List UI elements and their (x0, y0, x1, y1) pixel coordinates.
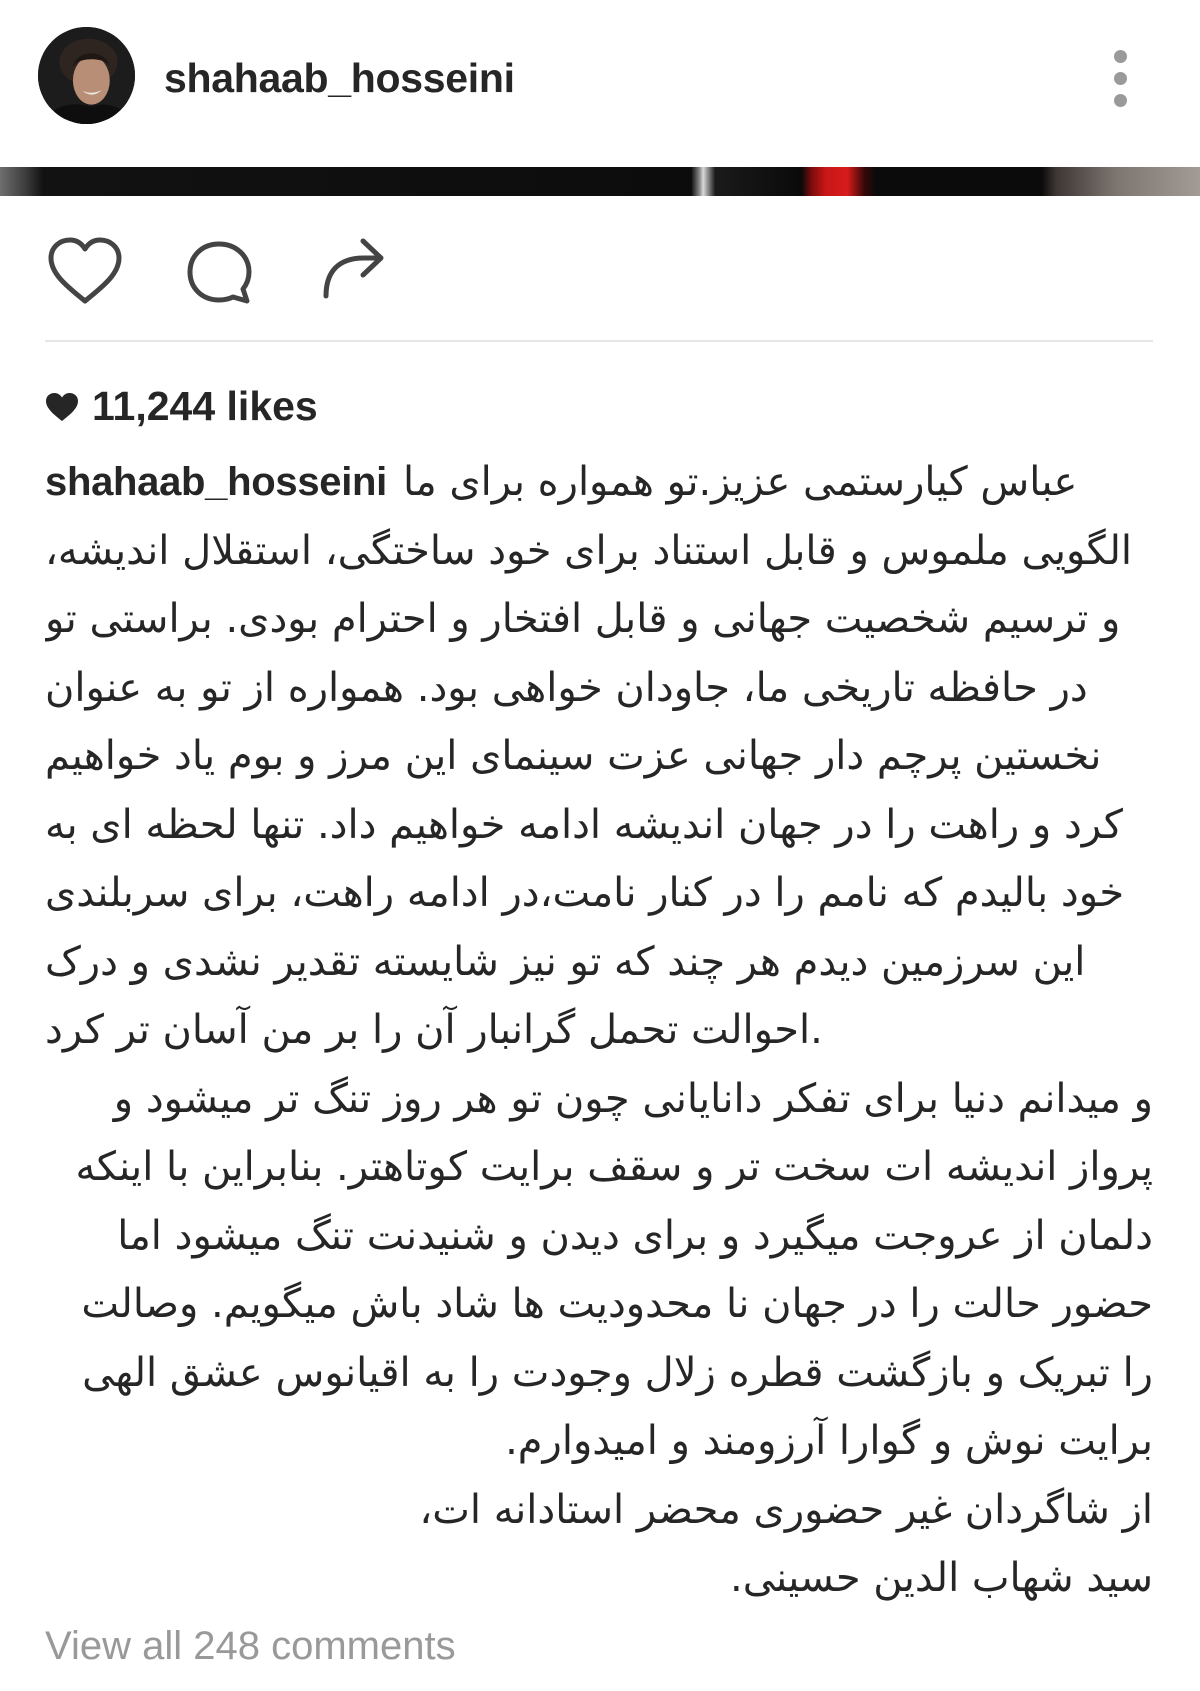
caption-line (45, 1270, 1153, 1339)
caption-text: پرواز اندیشه ات سخت تر و سقف برایت کوتاهتر. بنابراین با اینکه (75, 1144, 1153, 1190)
avatar[interactable] (38, 27, 135, 124)
caption-line (45, 1407, 1153, 1476)
heart-outline-icon (45, 235, 125, 307)
like-button[interactable] (45, 235, 125, 307)
caption-line (45, 791, 1153, 860)
caption-text: کرد و راهت را در جهان اندیشه ادامه خواهیم داد. تنها لحظه ای به (45, 801, 1123, 848)
caption-text: دلمان از عروجت میگیرد و برای دیدن و شنیدنت تنگ میشود اما (117, 1212, 1153, 1259)
likes-count[interactable]: 11,244 likes (92, 383, 318, 429)
caption-text: این سرزمین دیدم هر چند که تو نیز شایسته تقدیر نشدی و درک (45, 938, 1086, 985)
post-username[interactable]: shahaab_hosseini (164, 55, 515, 101)
caption-text: حضور حالت را در جهان نا محدودیت ها شاد باش میگویم. وصالت (81, 1281, 1153, 1327)
comment-bubble-icon (183, 238, 255, 306)
divider (45, 340, 1153, 342)
caption-line (45, 448, 1153, 517)
comment-button[interactable] (183, 238, 255, 306)
caption-text: نخستین پرچم دار جهانی عزت سینمای این مرز و بوم یاد خواهیم (45, 733, 1102, 779)
caption-line (45, 585, 1153, 654)
caption-text: برایت نوش و گوارا آرزومند و امیدوارم. (505, 1418, 1153, 1464)
caption-line (45, 928, 1153, 997)
caption-username[interactable]: shahaab_hosseini (45, 460, 387, 504)
caption-line (45, 1202, 1153, 1271)
profile-photo (38, 27, 135, 124)
caption-line (45, 1544, 1153, 1613)
caption-line (45, 1476, 1153, 1545)
caption-text: عباس کیارستمی عزیز.تو همواره برای ما (403, 459, 1078, 505)
caption-text: .احوالت تحمل گرانبار آن را بر من آسان تر کرد (45, 1007, 823, 1053)
caption-text: خود بالیدم که نامم را در کنار نامت،در ادامه راهت، برای سربلندی (45, 870, 1125, 916)
caption-text: در حافظه تاریخی ما، جاودان خواهی بود. همواره از تو به عنوان (45, 664, 1088, 711)
caption-text: و میدانم دنیا برای تفکر دانایانی چون تو هر روز تنگ تر میشود و (113, 1075, 1153, 1122)
caption-line (45, 654, 1153, 723)
caption-text: از شاگردان غیر حضوری محضر استادانه ات، (419, 1486, 1153, 1533)
caption-line (45, 517, 1153, 586)
more-options-button[interactable] (1107, 44, 1135, 112)
caption-line (45, 1133, 1153, 1202)
share-arrow-icon (318, 230, 390, 300)
view-all-comments-link[interactable]: View all 248 comments (45, 1624, 456, 1668)
caption (45, 448, 1153, 1613)
post-image[interactable] (0, 167, 1200, 196)
caption-line (45, 996, 1153, 1065)
heart-filled-icon (45, 392, 79, 422)
caption-text: سید شهاب الدین حسینی. (729, 1555, 1153, 1601)
caption-line (45, 1339, 1153, 1408)
caption-text: را تبریک و بازگشت قطره زلال وجودت را به اقیانوس عشق الهی (82, 1349, 1153, 1396)
likes-row (45, 376, 645, 436)
caption-text: الگویی ملموس و قابل استناد برای خود ساختگی، استقلال اندیشه، (45, 527, 1133, 574)
caption-line (45, 722, 1153, 791)
caption-line (45, 1065, 1153, 1134)
caption-line (45, 859, 1153, 928)
caption-text: و ترسیم شخصیت جهانی و قابل افتخار و احترام بودی. براستی تو (45, 596, 1121, 642)
share-button[interactable] (318, 230, 390, 300)
